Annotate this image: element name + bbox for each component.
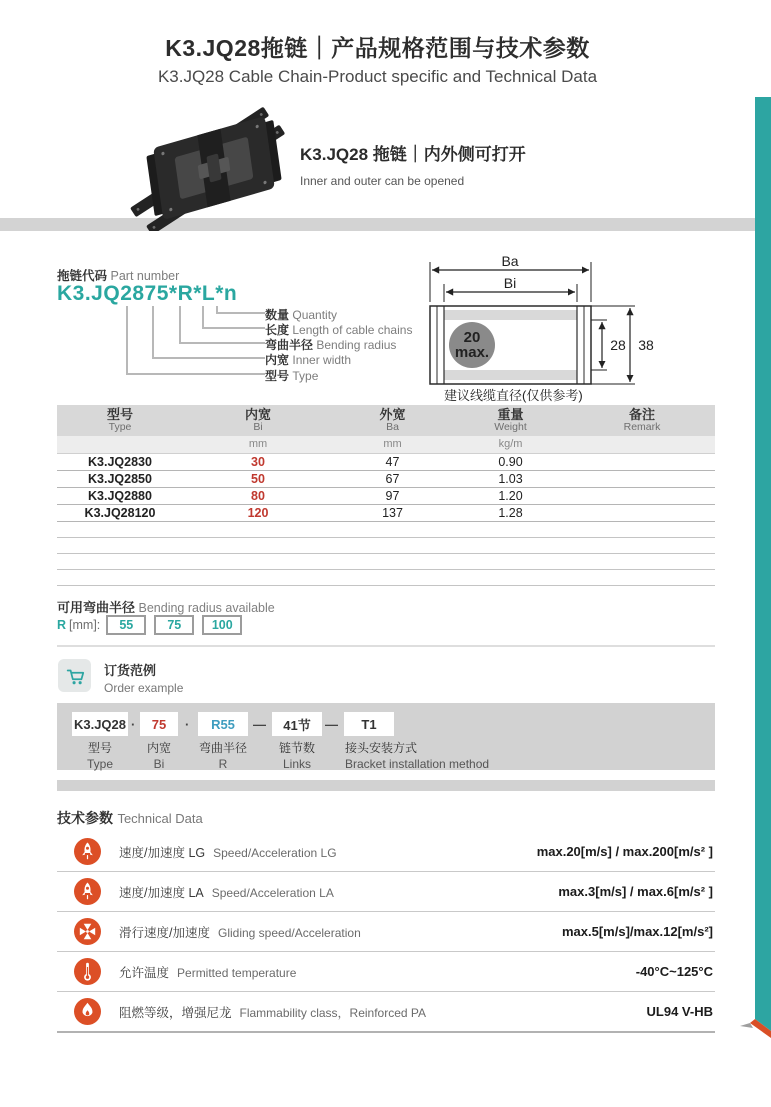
svg-text:max.: max. [454, 344, 490, 361]
cross-section-diagram [420, 254, 720, 404]
part-number-label: 拖链代码 Part number [57, 269, 180, 283]
order-segment-type: K3.JQ28 [72, 712, 128, 736]
dim-Ba: Ba [501, 254, 519, 269]
side-accent-bar [755, 97, 771, 997]
tech-value: max.5[m/s]/max.12[m/s²] [561, 924, 713, 939]
table-row: K3.JQ2880 80 97 1.20 [57, 487, 715, 504]
page-header [0, 30, 755, 87]
mm-label: [mm]: [69, 618, 101, 632]
dim-28: 28 [610, 337, 626, 353]
part-number-code: K3.JQ2875*R*L*n [57, 282, 238, 305]
empty-row [57, 553, 715, 569]
table-row: K3.JQ2850 50 67 1.03 [57, 470, 715, 487]
callout-inner-width: 内宽 Inner width [265, 353, 352, 367]
side-accent-ribbon-end [736, 993, 771, 1041]
order-example-title: 订货范例 Order example [104, 663, 184, 695]
rocket-icon [74, 878, 101, 905]
radius-option: 75 [154, 615, 194, 635]
order-label-links: 链节数 Links [278, 741, 315, 771]
bending-radius-title: 可用弯曲半径 Bending radius available [57, 600, 275, 615]
tech-value: max.20[m/s] / max.200[m/s² ] [536, 844, 713, 859]
tech-row-speed-la: 速度/加速度 LA Speed/Acceleration LA max.3[m/s] / max.6[m/s² ] [57, 872, 715, 912]
technical-data-title: 技术参数 Technical Data [57, 810, 203, 826]
separator-dot: · [185, 716, 190, 732]
empty-row [57, 569, 715, 585]
separator-dash: — [325, 716, 338, 732]
tech-value: UL94 V-HB [646, 1004, 713, 1019]
technical-data-rows [57, 832, 715, 1033]
order-label-type: 型号 Type [86, 741, 113, 771]
callout-type: 型号 Type [265, 369, 319, 383]
order-segment-radius: R55 [198, 712, 248, 736]
hero-gray-band [0, 218, 755, 231]
tech-row-flammability: 阻燃等级，增强尼龙 Flammability class，Reinforced PA UL94 V-HB [57, 992, 715, 1033]
flame-icon [74, 998, 101, 1025]
r-label: R [57, 618, 67, 632]
tech-value: max.3[m/s] / max.6[m/s² ] [558, 884, 713, 899]
page-title: K3.JQ28拖链｜产品规格范围与技术参数 [165, 35, 590, 61]
cable-chain-product-image [122, 96, 307, 231]
tech-row-gliding: 滑行速度/加速度 Gliding speed/Acceleration max.5[m/s]/max.12[m/s²] [57, 912, 715, 952]
order-label-bi: 内宽 Bi [146, 741, 171, 771]
table-row: K3.JQ28120 120 137 1.28 [57, 504, 715, 521]
cart-icon [64, 665, 86, 687]
order-label-radius: 弯曲半径 R [198, 741, 247, 771]
hero-subheading: Inner and outer can be opened [300, 174, 465, 188]
radius-option: 100 [202, 615, 242, 635]
order-segment-bi: 75 [140, 712, 178, 736]
thermometer-icon [74, 958, 101, 985]
callout-bending-radius: 弯曲半径 Bending radius [265, 338, 397, 352]
section-gray-bar [57, 780, 715, 791]
separator-dash: — [253, 716, 266, 732]
cart-badge [58, 659, 91, 692]
empty-row [57, 537, 715, 553]
page-subtitle: K3.JQ28 Cable Chain-Product specific and Technical Data [157, 67, 598, 86]
separator-dot: · [131, 716, 136, 732]
svg-text:20: 20 [463, 329, 481, 346]
callout-quantity: 数量 Quantity [265, 308, 338, 322]
rocket-icon [74, 838, 101, 865]
hero-heading: K3.JQ28 拖链｜内外侧可打开 [300, 145, 526, 164]
dim-38: 38 [638, 337, 654, 353]
table-row: K3.JQ2830 30 47 0.90 [57, 453, 715, 470]
order-example-band [57, 703, 715, 770]
dim-Bi: Bi [503, 275, 517, 291]
callout-length: 长度 Length of cable chains [265, 323, 413, 337]
order-label-bracket: 接头安装方式 Bracket installation method [345, 741, 490, 771]
hero-text [300, 140, 526, 188]
spec-table [57, 405, 715, 586]
bending-radius-values [57, 615, 250, 635]
spec-table-units-row: mm mm kg/m [57, 436, 715, 453]
tech-row-temperature: 允许温度 Permitted temperature -40°C~125°C [57, 952, 715, 992]
part-number-callout-lines [57, 306, 267, 382]
fan-icon [74, 918, 101, 945]
order-segment-links: 41节 [272, 712, 322, 736]
radius-option: 55 [106, 615, 146, 635]
spec-table-header: 型号 Type 内宽 Bi 外宽 Ba 重量 Weight 备注 Remark [57, 405, 715, 436]
empty-row [57, 521, 715, 537]
section-divider [57, 645, 715, 647]
tech-row-speed-lg: 速度/加速度 LG Speed/Acceleration LG max.20[m/s] / max.200[m/s² ] [57, 832, 715, 872]
tech-value: -40°C~125°C [635, 964, 713, 979]
diagram-caption: 建议线缆直径(仅供参考) [444, 388, 583, 403]
order-segment-bracket: T1 [344, 712, 394, 736]
